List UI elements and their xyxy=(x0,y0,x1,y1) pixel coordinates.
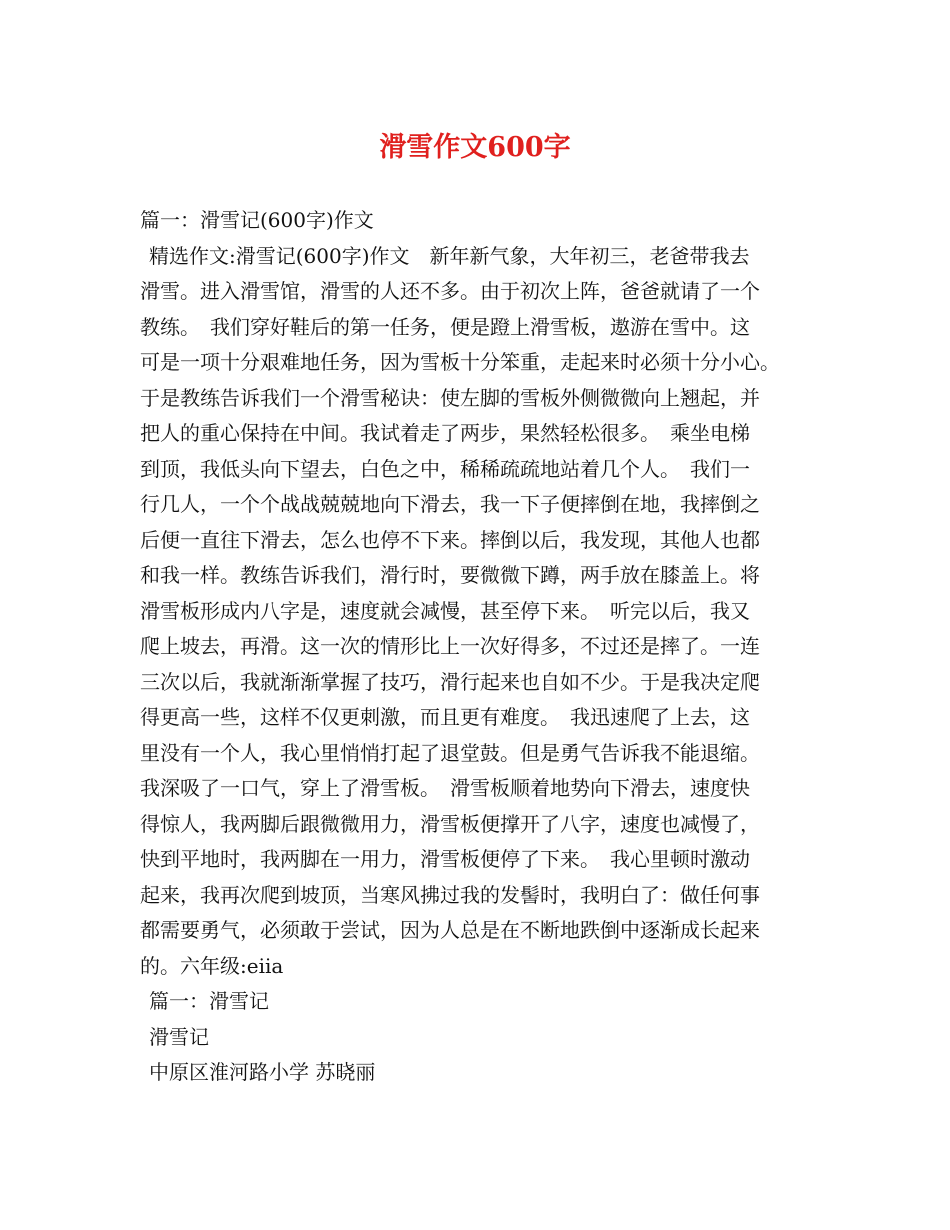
paragraph-line: 行几人，一个个战战兢兢地向下滑去，我一下子便摔倒在地，我摔倒之 xyxy=(140,492,760,516)
paragraph-line: 三次以后，我就渐渐掌握了技巧，滑行起来也自如不少。于是我决定爬 xyxy=(140,669,760,694)
document-body xyxy=(140,203,820,1091)
paragraph-line: 滑雪。进入滑雪馆，滑雪的人还不多。由于初次上阵，爸爸就请了一个 xyxy=(140,279,760,303)
paragraph-line: 得更高一些，这样不仅更刺激，而且更有难度。 我迅速爬了上去，这 xyxy=(140,705,750,729)
paragraph-line: 滑雪板形成内八字是，速度就会减慢，甚至停下来。 听完以后，我又 xyxy=(140,598,750,623)
paragraph-line: 精选作文:滑雪记(600字)作文 新年新气象，大年初三，老爸带我去 xyxy=(149,243,750,268)
paragraph-line: 爬上坡去，再滑。这一次的情形比上一次好得多，不过还是摔了。一连 xyxy=(140,634,760,658)
paragraph-line: 得惊人，我两脚后跟微微用力，滑雪板便撑开了八字，速度也减慢了， xyxy=(140,811,760,836)
author-line: 中原区淮河路小学 苏晓丽 xyxy=(149,1060,376,1084)
document-title: 滑雪作文600字 xyxy=(379,132,571,163)
section-heading: 篇一：滑雪记 xyxy=(149,989,269,1013)
paragraph-line: 快到平地时，我两脚在一用力，滑雪板便停了下来。 我心里顿时激动 xyxy=(140,847,750,871)
paragraph-line: 教练。 我们穿好鞋后的第一任务，便是蹬上滑雪板，遨游在雪中。这 xyxy=(140,314,750,339)
paragraph-line: 我深吸了一口气，穿上了滑雪板。 滑雪板顺着地势向下滑去，速度快 xyxy=(140,776,750,800)
paragraph-line: 里没有一个人，我心里悄悄打起了退堂鼓。但是勇气告诉我不能退缩。 xyxy=(140,740,760,765)
paragraph-line: 和我一样。教练告诉我们，滑行时，要微微下蹲，两手放在膝盖上。将 xyxy=(140,563,760,587)
paragraph-line: 把人的重心保持在中间。我试着走了两步，果然轻松很多。 乘坐电梯 xyxy=(140,421,750,445)
paragraph-line: 起来，我再次爬到坡顶，当寒风拂过我的发髻时，我明白了：做任何事 xyxy=(140,882,760,907)
paragraph-line: 于是教练告诉我们一个滑雪秘诀：使左脚的雪板外侧微微向上翘起，并 xyxy=(140,385,760,410)
section-heading: 篇一：滑雪记(600字)作文 xyxy=(140,208,374,232)
essay-title: 滑雪记 xyxy=(149,1024,209,1049)
paragraph-line: 到顶，我低头向下望去，白色之中，稀稀疏疏地站着几个人。 我们一 xyxy=(140,456,750,481)
paragraph-line: 后便一直往下滑去，怎么也停不下来。摔倒以后，我发现，其他人也都 xyxy=(140,527,760,552)
paragraph-line: 可是一项十分艰难地任务，因为雪板十分笨重，走起来时必须十分小心。 xyxy=(140,350,780,374)
paragraph-line: 的。六年级:eiia xyxy=(140,953,284,978)
paragraph-line: 都需要勇气，必须敢于尝试，因为人总是在不断地跌倒中逐渐成长起来 xyxy=(140,918,760,942)
